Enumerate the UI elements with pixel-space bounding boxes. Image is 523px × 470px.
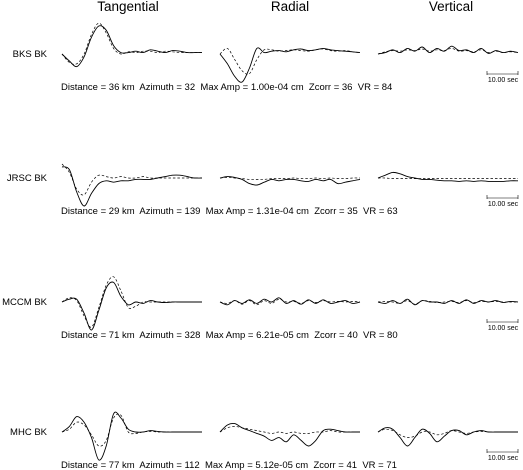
observed-trace-tangential [62,26,202,67]
station-info: Distance = 29 km Azimuth = 139 Max Amp = 1.31e-04 cm Zcorr = 35 VR = 63 [61,206,398,217]
station-row [10,412,519,470]
column-title-radial: Radial [270,0,310,14]
scale-bar-label: 10.00 sec [487,325,519,332]
station-row [2,277,519,341]
observed-trace-radial [220,48,360,83]
observed-trace-radial [220,298,360,305]
observed-trace-tangential [62,167,202,206]
observed-trace-tangential [62,412,202,460]
observed-trace-vertical [378,299,518,305]
column-title-tangential: Tangential [97,0,159,14]
station-row [13,23,519,93]
station-row [7,164,519,217]
synthetic-trace-vertical [378,48,518,54]
station-label: MCCM BK [2,297,47,308]
synthetic-trace-vertical [378,178,518,179]
synthetic-trace-radial [220,48,360,74]
observed-trace-vertical [378,428,518,446]
observed-trace-tangential [62,282,202,330]
synthetic-trace-tangential [62,414,202,446]
column-title-vertical: Vertical [428,0,474,14]
synthetic-trace-tangential [62,164,202,195]
observed-trace-radial [220,423,360,446]
station-label: MHC BK [10,427,47,438]
scale-bar-label: 10.00 sec [487,77,519,84]
station-info: Distance = 71 km Azimuth = 328 Max Amp = 6.21e-05 cm Zcorr = 40 VR = 80 [61,330,398,341]
station-label: BKS BK [12,49,47,60]
scale-bar-label: 10.00 sec [487,455,519,462]
station-label: JRSC BK [6,173,47,184]
station-info: Distance = 36 km Azimuth = 32 Max Amp = 1.00e-04 cm Zcorr = 36 VR = 84 [61,82,393,93]
scale-bar-label: 10.00 sec [487,201,519,208]
observed-trace-vertical [378,172,518,181]
observed-trace-radial [220,177,360,185]
station-info: Distance = 77 km Azimuth = 112 Max Amp = 5.12e-05 cm Zcorr = 41 VR = 71 [61,460,397,470]
observed-trace-vertical [378,46,518,54]
station-rows [2,23,519,470]
